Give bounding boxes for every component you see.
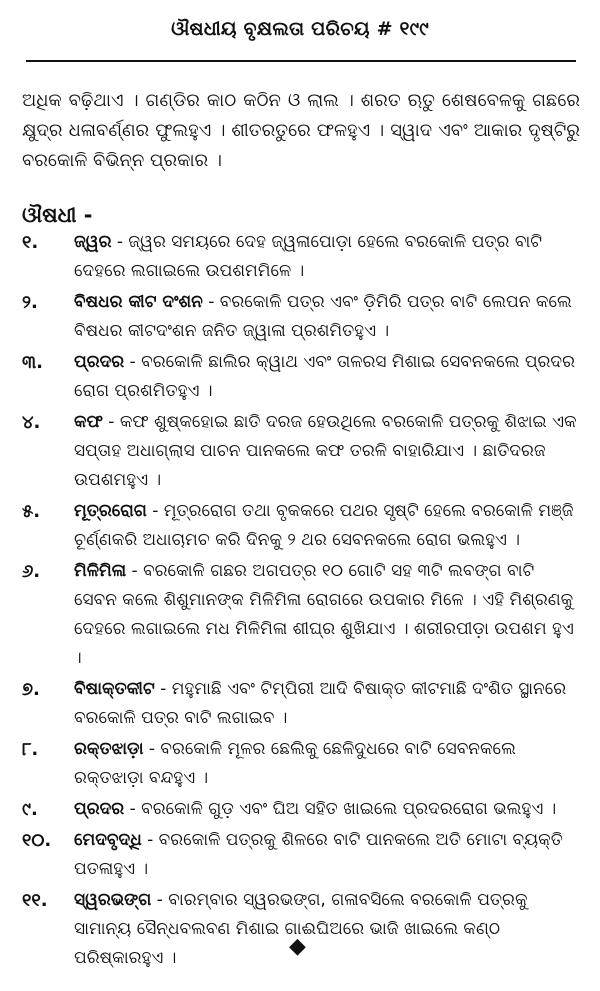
item-number: ୧୦. xyxy=(22,830,52,851)
item-text: - ମହୁମାଛି ଏବଂ ଟିମ୍ପିରୀ ଆଦି ବିଷାକ୍ତ କୀଟମାଛି ଦଂଶିତ ସ୍ଥାନରେ ବରକୋଳି ପତ୍ର ବାଟି ଲଗାଇବ । xyxy=(74,679,567,728)
item-number: ୭. xyxy=(22,679,40,700)
item-number: ୯. xyxy=(22,799,38,820)
item-term: ପ୍ରଦର xyxy=(74,352,125,372)
item-text: - ବାରମ୍ବାର ସ୍ୱରଭଙ୍ଗ, ଗଳାବସିଲେ ବରକୋଳି ପତ୍ରକୁ ସାମାନ୍ୟ ସୈନ୍ଧବଲବଣ ମିଶାଇ ଗାଈଘିଅରେ ଭାଜି ଖାଇଲେ କଣ୍ଠ ପରିଷ୍କାରହୁଏ । xyxy=(74,890,528,968)
list-item xyxy=(22,675,582,733)
item-number: ୮. xyxy=(22,739,39,760)
item-term: ମୂତ୍ରରୋଗ xyxy=(74,501,147,521)
list-item xyxy=(22,228,582,286)
item-text: - ବରକୋଳି ମୂଳର ଛେଲିକୁ ଛେଳିଦୁଧରେ ବାଟି ସେବନକଲେ ରକ୍ତଝାଡ଼ା ବନ୍ଦହୁଏ । xyxy=(74,739,516,788)
intro-paragraph: ଅଧିକ ବଢ଼ିଥାଏ । ଗଣ୍ଡିର କାଠ କଠିନ ଓ ଲାଲ । ଶରତ ଋତୁ ଶେଷବେଳକୁ ଗଛରେ କ୍ଷୁଦ୍ର ଧଳାବର୍ଣ୍ଣର ଫୁଲହୁଏ । ଶୀତରତୁରେ ଫଳହୁଏ । ସ୍ୱାଦ ଏବଂ ଆକାର ଦୃଷ୍ଟିରୁ ବରକୋଳି ବିଭିନ୍ନ ପ୍ରକାର । xyxy=(22,90,580,171)
item-term: ମିଳିମିଳା xyxy=(74,561,127,581)
item-number: ୬. xyxy=(22,561,41,582)
item-term: ଜ୍ୱର xyxy=(74,232,112,252)
item-body xyxy=(74,826,582,884)
item-body xyxy=(74,675,582,733)
list-item xyxy=(22,826,582,884)
item-text: - ବରକୋଳି ପତ୍ର ଏବଂ ଡ଼ିମିରି ପତ୍ର ବାଟି ଲେପନ କଲେ ବିଷଧର କୀଟଦଂଶନ ଜନିତ ଜ୍ୱାଳା ପ୍ରଶମିତହୁଏ । xyxy=(74,292,572,341)
item-body xyxy=(74,795,582,824)
list-item xyxy=(22,408,582,495)
end-diamond-icon: ◆ xyxy=(289,934,306,959)
item-term: ପ୍ରଦର xyxy=(74,799,125,819)
list-item xyxy=(22,886,582,973)
item-text: - ବରକୋଳି ଗୁଡ଼ ଏବଂ ଘିଅ ସହିତ ଖାଇଲେ ପ୍ରଦରରୋଗ ଭଲହୁଏ । xyxy=(124,799,557,819)
item-number: ୨. xyxy=(22,292,38,313)
item-body xyxy=(74,557,582,673)
section-title: ଔଷଧୀ - xyxy=(22,203,93,227)
item-body xyxy=(74,288,582,346)
item-number: ୩. xyxy=(22,352,43,373)
item-term: ମେଦବୃଦ୍ଧି xyxy=(74,830,142,850)
item-text: - ମୂତ୍ରରୋଗ ତଥା ବୃକକରେ ପଥର ସୃଷ୍ଟି ହେଲେ ବରକୋଳି ମଞ୍ଜି ଚୂର୍ଣ୍ଣକରି ଅଧାଚାମଚ କରି ଦିନକୁ ୨ ଥର ସେବନକଲେ ରୋଗ ଭଲହୁଏ । xyxy=(74,501,574,550)
item-text: - ବରକୋଳି ଗଛର ଅଗପତ୍ର ୧୦ ଗୋଟି ସହ ୩ଟି ଲବଙ୍ଗ ବାଟି ସେବନ କଲେ ଶିଶୁମାନଙ୍କ ମିଳିମିଳା ରୋଗରେ ଉପକାର ମିଳେ । ଏହି ମିଶ୍ରଣକୁ ଦେହରେ ଲଗାଇଲେ ମଧ ମିଳିମିଳା ଶୀଘ୍ର ଶୁଖିଯାଏ । ଶରୀରପୀଡ଼ା ଉପଶମ ହୁଏ । xyxy=(74,561,574,668)
list-item xyxy=(22,735,582,793)
header-divider xyxy=(26,60,576,62)
item-text: - ବରକୋଳି ପତ୍ରକୁ ଶିଳରେ ବାଟି ପାନକଲେ ଅତି ମୋଟା ବ୍ୟକ୍ତି ପତଳାହୁଏ । xyxy=(74,830,563,879)
item-number: ୫. xyxy=(22,501,41,522)
item-number: ୪. xyxy=(22,412,41,433)
item-body xyxy=(74,228,582,286)
item-number: ୧୧. xyxy=(22,890,48,911)
item-body xyxy=(74,408,582,495)
item-term: ରକ୍ତଝାଡ଼ା xyxy=(74,739,144,759)
remedy-list xyxy=(22,228,582,975)
list-item xyxy=(22,348,582,406)
item-text: - କଫ ଶୁଷ୍କହୋଇ ଛାତି ଦରଜ ହେଉଥିଲେ ବରକୋଳି ପତ୍ରକୁ ଶିଝାଇ ଏକ ସପ୍ତାହ ଅଧାଗ୍ଲାସ ପାଚନ ପାନକଲେ କଫ ତରଳି ବାହାରିଯାଏ । ଛାତିଦରଜ ଉପଶମହୁଏ । xyxy=(74,412,577,490)
page-header-title: ଔଷଧୀୟ ବୃକ୍ଷଲତା ପରିଚୟ # ୧୯୯ xyxy=(171,18,429,40)
list-item xyxy=(22,288,582,346)
item-body xyxy=(74,735,582,793)
list-item xyxy=(22,795,582,824)
item-body xyxy=(74,886,582,973)
item-body xyxy=(74,497,582,555)
item-term: କଫ xyxy=(74,412,103,432)
item-number: ୧. xyxy=(22,232,39,253)
item-body xyxy=(74,348,582,406)
list-item xyxy=(22,497,582,555)
item-term: ବିଷଧର କୀଟ ଦଂଶନ xyxy=(74,292,203,312)
item-term: ବିଷାକ୍ତକୀଟ xyxy=(74,679,155,699)
item-text: - ବରକୋଳି ଛାଲିର କ୍ୱାଥ ଏବଂ ତାଳରସ ମିଶାଇ ସେବନକଲେ ପ୍ରଦର ରୋଗ ପ୍ରଶମିତହୁଏ । xyxy=(74,352,576,401)
list-item xyxy=(22,557,582,673)
item-term: ସ୍ୱରଭଙ୍ଗ xyxy=(74,890,152,910)
item-text: - ଜ୍ୱର ସମୟରେ ଦେହ ଜ୍ୱଳାପୋଡ଼ା ହେଲେ ବରକୋଳି ପତ୍ର ବାଟି ଦେହରେ ଲଗାଇଲେ ଉପଶମମିଳେ । xyxy=(74,232,543,281)
